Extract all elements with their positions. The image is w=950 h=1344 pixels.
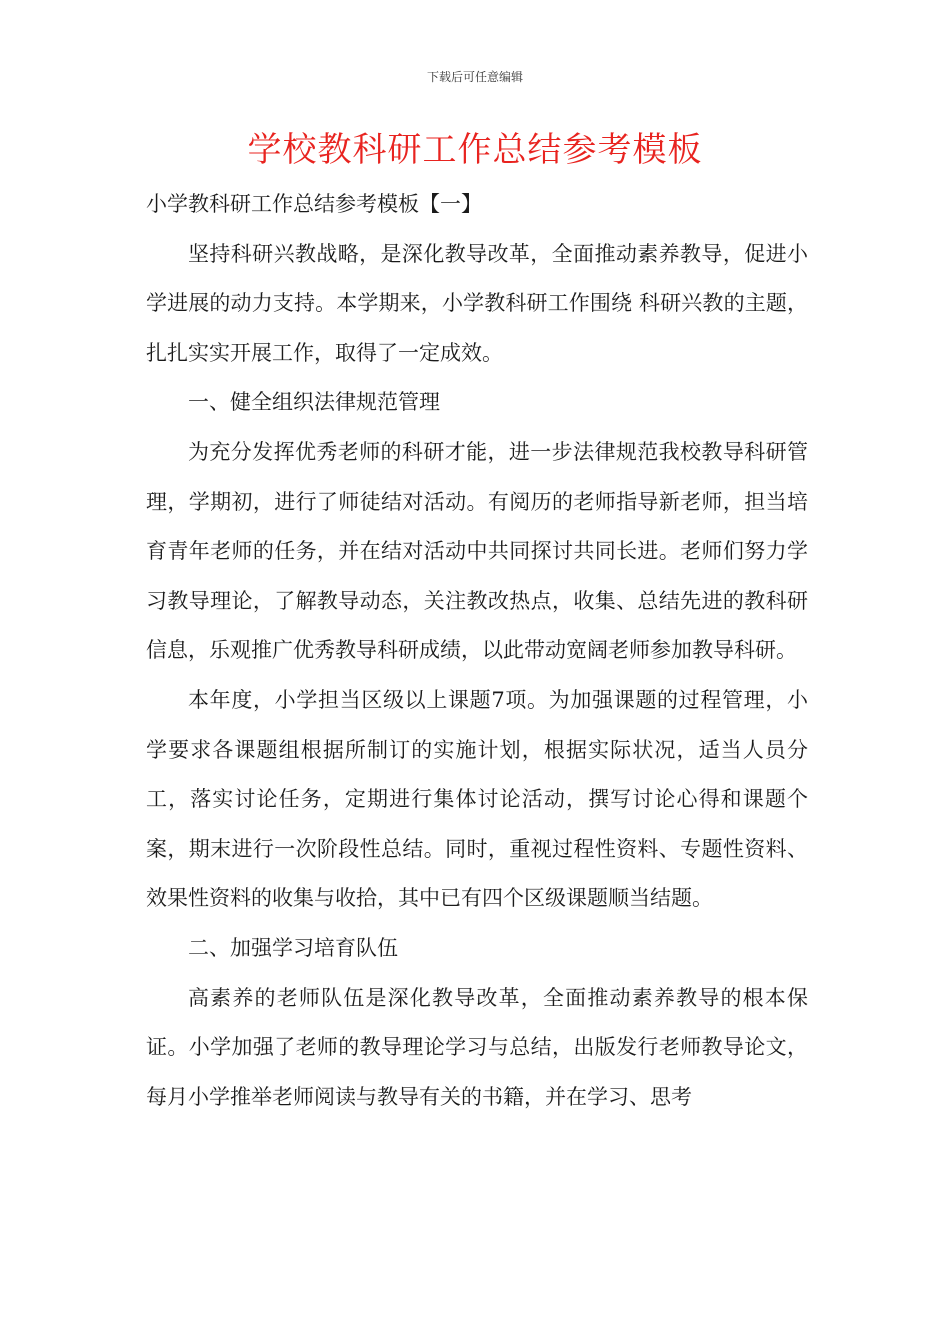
header-note: 下载后可任意编辑	[426, 70, 523, 84]
paragraph: 为充分发挥优秀老师的科研才能，进一步法律规范我校教导科研管理，学期初，进行了师徒结对活动。有阅历的老师指导新老师，担当培育青年老师的任务，并在结对活动中共同探讨共同长进。老师们努力学习教导理论，了解教导动态，关注教改热点，收集、总结先进的教科研信息，乐观推广优秀教导科研成绩，以此带动宽阔老师参加教导科研。	[146, 439, 808, 663]
document-subtitle: 小学教科研工作总结参考模板【一】	[146, 192, 482, 216]
paragraph: 坚持科研兴教战略，是深化教导改革，全面推动素养教导，促进小学进展的动力支持。本学期来，小学教科研工作围绕 科研兴教的主题，扎扎实实开展工作，取得了一定成效。	[146, 241, 808, 365]
paragraph: 高素养的老师队伍是深化教导改革，全面推动素养教导的根本保证。小学加强了老师的教导理论学习与总结，出版发行老师教导论文，每月小学推举老师阅读与教导有关的书籍，并在学习、思考	[146, 985, 808, 1109]
section-heading: 二、加强学习培育队伍	[188, 935, 398, 960]
document-title: 学校教科研工作总结参考模板	[247, 130, 703, 170]
section-heading: 一、健全组织法律规范管理	[188, 390, 440, 415]
document-body	[146, 180, 808, 1122]
paragraph: 本年度，小学担当区级以上课题7项。为加强课题的过程管理，小学要求各课题组根据所制订的实施计划，根据实际状况，适当人员分工，落实讨论任务，定期进行集体讨论活动，撰写讨论心得和课题个案，期末进行一次阶段性总结。同时，重视过程性资料、专题性资料、效果性资料的收集与收拾，其中已有四个区级课题顺当结题。	[146, 687, 808, 911]
